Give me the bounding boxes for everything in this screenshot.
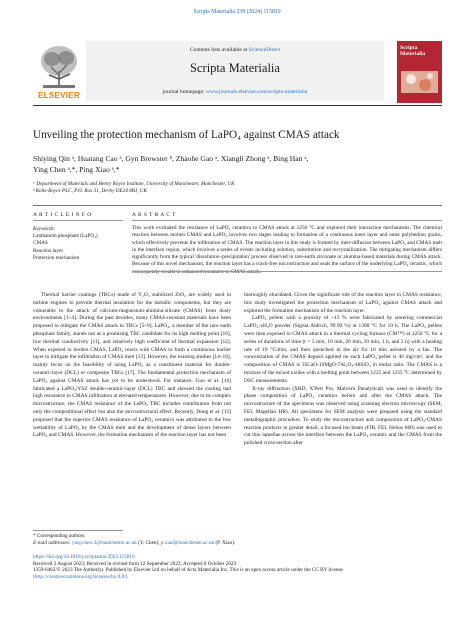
section-rule (33, 205, 442, 206)
keyword-2: CMAS (33, 240, 48, 247)
body-paragraph: Thermal barrier coatings (TBCs) made of Y₂O₃ stabilized ZrO₂ are widely used in turbine engines to provide thermal insulation for the metallic components, but they are vulnerable to the attack of calcium-magnesium-alumina-silicate (CMAS) from dusty environments [1–4]. During the past decades, many CMAS-resistant materials have been proposed to mitigate the CMAS attack to TBCs [5–9]. LaPO₄, a member of the rare earth phosphate family, stands out as a promising TBC candidate for its high melting point [10], low thermal conductivity [11], and relatively high coefficient of thermal expansion [12]. When exposed to molten CMAS, LaPO₄ reacts with CMAS to form a continuous barrier layer to mitigate the infiltration of CMAS melt [13]. However, the existing studies [14–16], mainly focus on the feasibility of using LaPO₄ as a constituent material for double-ceramic-layer (DCL) or composite TBCs [17]. The fundamental protection mechanism of LaPO₄ against CMAS attack has yet to be understood. For instance, Guo et al. [16] fabricated a LaPO₄/YSZ double-ceramic-layer (DCL) TBC and showed the coating had high resistance to CMAS infiltration at elevated temperatures. However, due to its complex microstructure, the CMAS resistance of the LaPO₄ TBC includes contribution from not only the compositional effect but also the microstructural effect. Recently, Dong et al. [13] proposed that the superior CMAS resistance of LaPO₄ ceramics was attributed to the low wettability of LaPO₄ by the CMAS melt and the development of dense layers between LaPO₄ and CMAS. However, the formation mechanism of the reaction layer has not been (33, 292, 231, 439)
abstract-end-rule (132, 271, 442, 272)
keyword-4: Protection mechanism (33, 254, 80, 261)
publication-info (33, 554, 442, 580)
body-column-left (33, 292, 231, 440)
footnotes (33, 533, 442, 546)
email-suffix-chen: (Y. Chen), (136, 539, 161, 546)
journal-reference[interactable]: Scripta Materialia 239 (2024) 115819 (193, 9, 281, 15)
keywords-block (33, 226, 125, 262)
keyword-3: Reaction layer (33, 247, 64, 254)
email-suffix-xiao: (P. Xiao). (214, 539, 236, 546)
homepage-prefix: journal homepage: (162, 89, 206, 95)
email-line (33, 540, 442, 547)
journal-homepage-link[interactable]: www.journals.elsevier.com/scripta-materialia (205, 89, 308, 95)
body-column-right (244, 292, 442, 448)
body-paragraph: thoroughly elucidated. Given the significant role of the reaction layer in CMAS resistance, this study investigated the protection mechanism of LaPO₄ against CMAS attack and explored the formation mechanism of the reaction layer. (244, 292, 442, 314)
footnote-rule (33, 530, 123, 531)
copyright-line: 1359-6462/© 2023 The Author(s). Published by Elsevier Ltd on behalf of Acta Materialia Inc. This is an open access article under the CC BY license (33, 567, 343, 574)
license-link[interactable]: (http://creativecommons.org/licenses/by/4.0/). (33, 573, 129, 580)
doi-link[interactable]: https://doi.org/10.1016/j.scriptamat.2023.115819 (33, 554, 135, 560)
email-link-xiao[interactable]: p.xiao@manchester.ac.uk (160, 539, 215, 546)
email-link-chen[interactable]: ying.chen-2@manchester.ac.uk (71, 539, 137, 546)
sciencedirect-link[interactable]: ScienceDirect (248, 47, 281, 53)
affiliation-b: ᵇ Rolls-Royce PLC, P.O. Box 31, Derby DE24 8BJ, UK (33, 187, 147, 194)
authors-line-2[interactable]: Ying Chen ᵃ,*, Ping Xiao ᵃ,* (33, 165, 120, 174)
author-list (33, 153, 442, 175)
journal-header (86, 41, 384, 101)
affiliations (33, 181, 442, 194)
abstract-rule (132, 220, 442, 221)
abstract-heading: A B S T R A C T (132, 212, 176, 218)
cover-image-icon (397, 65, 442, 103)
email-prefix: E-mail addresses: (33, 539, 72, 546)
journal-title: Scripta Materialia (190, 61, 280, 75)
cover-title: Scripta Materialia (400, 45, 426, 58)
article-info-rule (33, 220, 123, 221)
body-paragraph: LaPO₄ pellets with a porosity of ~13 % were fabricated by sintering commercial LaPO₄·xH₂O powder (Sigma Aldrich, 99.99 %) at 1300 °C for 10 h. The LaPO₄ pellets were then exposed to CMAS attack in a thermal cycling furnace (CM™) at 1250 °C for a series of durations of time (t = 5 min, 10 min, 20 min, 30 min, 1 h, and 2 h) with a heating rate of 10 °C/min, and then quenched in the air for 10 min assisted by a fan. The concentration of the CMAS deposit applied on each LaPO₄ pellet is 40 mg/cm², and the composition of CMAS is 35CaO-10MgO-7Al₂O₃-48SiO₂ in molar ratio. The CMAS is a mixture of the mixed oxides with a melting point between 1225 and 1235 °C determined by DSC measurements. (244, 315, 442, 384)
body-paragraph: X-ray diffraction (XRD, X'Pert Pro, Malvern Panalytical) was used to identify the phase composition of LaPO₄ ceramics before and after the CMAS attack. The microstructure of the specimens was observed using scanning electron microscopy (SEM, FEI, Magellan HR). All specimens for SEM analysis were prepared using the standard metallographic procedure. To study the microstructure and composition of LaPO₄-CMAS reaction products in greater detail, a focused ion beam (FIB, FEI, Helios 660) was used to cut thin lamellae across the interface between the LaPO₄ ceramic and the CMAS from the polished cross-section after (244, 385, 442, 447)
keyword-1: Lanthanum phosphate (LaPO₄) (33, 233, 98, 240)
abstract-text: This work evaluated the resistance of LaPO₄ ceramics to CMAS attack at 1250 °C and explored their interaction mechanisms. The chemical reaction between molten CMAS and LaPO₄ involves two stages leading to formation of a continuous inner layer and outer polyhedron grains, which effectively prevents the infiltration of CMAS. The reaction layer in this study is formed by inter-diffusion between LaPO₄ and CMAS melt in the interface region, which involves a series of events including solution, substitution and recrystallization. The mitigating mechanism differs significantly from the typical 'dissolution–precipitation' process observed in rare-earth zirconate or alumina-based materials during CMAS attack. Because of this novel mechanism, the reaction layer has a crack-free microstructure and seals the surface of the underlying LaPO₄ ceramic, which consequently results in enhanced resistance to CMAS attack. (132, 225, 442, 275)
authors-line-1[interactable]: Shiying Qin ᵃ, Huatang Cao ᵃ, Gyn Brewster ᵇ, Zhaohe Gao ᵃ, Xiangli Zhong ᵃ, Bing Han ᵃ, (33, 154, 309, 163)
header-rule (33, 105, 442, 106)
elsevier-logo (33, 41, 85, 103)
keywords-label: Keywords: (33, 226, 56, 232)
contents-prefix: Contents lists available at (189, 47, 249, 53)
publisher-wordmark: ELSEVIER (38, 91, 80, 100)
journal-cover (397, 41, 442, 103)
article-info-heading: A R T I C L E I N F O (33, 212, 92, 218)
affiliation-a: ᵃ Department of Materials and Henry Royce Institute, University of Manchester, Manchester, UK (33, 181, 235, 187)
corresponding-note: * Corresponding authors. (33, 533, 86, 539)
received-dates: Received 3 August 2023; Received in revised form 12 September 2023; Accepted 8 October 2023 (33, 560, 237, 567)
article-title: Unveiling the protection mechanism of LaPO₄ against CMAS attack (33, 129, 340, 141)
